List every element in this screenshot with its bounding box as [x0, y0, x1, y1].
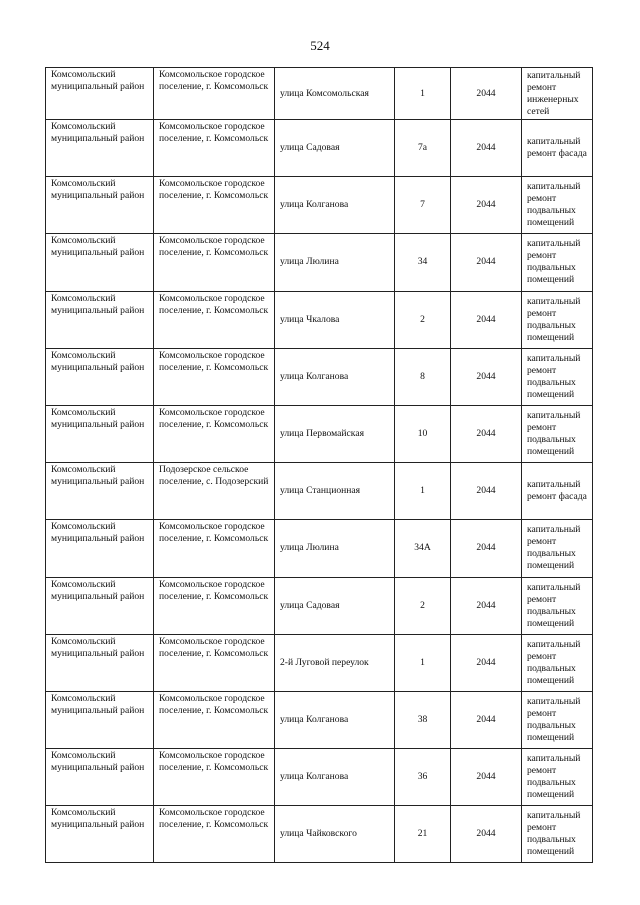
year-cell: 2044 — [451, 749, 522, 806]
street-cell: улица Садовая — [275, 577, 395, 634]
year-cell: 2044 — [451, 405, 522, 462]
house-number-cell: 2 — [395, 577, 451, 634]
year-cell: 2044 — [451, 520, 522, 577]
year-cell: 2044 — [451, 120, 522, 177]
settlement-cell: Комсомольское городское поселение, г. Комсомольск — [154, 68, 275, 120]
street-cell: улица Колганова — [275, 691, 395, 748]
year-cell: 2044 — [451, 806, 522, 863]
table-row — [46, 806, 593, 863]
year-cell: 2044 — [451, 577, 522, 634]
work-type-cell: капитальный ремонт инженерных сетей — [522, 68, 593, 120]
table-row — [46, 348, 593, 405]
year-cell: 2044 — [451, 348, 522, 405]
table-row — [46, 520, 593, 577]
house-number-cell: 2 — [395, 291, 451, 348]
table-row — [46, 405, 593, 462]
work-type-cell: капитальный ремонт подвальных помещений — [522, 291, 593, 348]
work-type-cell: капитальный ремонт подвальных помещений — [522, 634, 593, 691]
settlement-cell: Комсомольское городское поселение, г. Комсомольск — [154, 634, 275, 691]
district-cell: Комсомольский муниципальный район — [46, 234, 154, 291]
house-number-cell: 7 — [395, 177, 451, 234]
street-cell: улица Колганова — [275, 177, 395, 234]
table-row — [46, 291, 593, 348]
year-cell: 2044 — [451, 691, 522, 748]
table-row — [46, 749, 593, 806]
district-cell: Комсомольский муниципальный район — [46, 463, 154, 520]
work-type-cell: капитальный ремонт фасада — [522, 120, 593, 177]
street-cell: улица Первомайская — [275, 405, 395, 462]
street-cell: улица Комсомольская — [275, 68, 395, 120]
settlement-cell: Комсомольское городское поселение, г. Комсомольск — [154, 348, 275, 405]
work-type-cell: капитальный ремонт подвальных помещений — [522, 577, 593, 634]
table-row — [46, 177, 593, 234]
settlement-cell: Комсомольское городское поселение, г. Комсомольск — [154, 806, 275, 863]
house-number-cell: 34 — [395, 234, 451, 291]
work-type-cell: капитальный ремонт фасада — [522, 463, 593, 520]
district-cell: Комсомольский муниципальный район — [46, 806, 154, 863]
street-cell: 2-й Луговой переулок — [275, 634, 395, 691]
settlement-cell: Комсомольское городское поселение, г. Комсомольск — [154, 520, 275, 577]
street-cell: улица Чкалова — [275, 291, 395, 348]
settlement-cell: Комсомольское городское поселение, г. Комсомольск — [154, 291, 275, 348]
year-cell: 2044 — [451, 68, 522, 120]
street-cell: улица Станционная — [275, 463, 395, 520]
house-number-cell: 8 — [395, 348, 451, 405]
year-cell: 2044 — [451, 463, 522, 520]
district-cell: Комсомольский муниципальный район — [46, 68, 154, 120]
settlement-cell: Комсомольское городское поселение, г. Комсомольск — [154, 691, 275, 748]
work-type-cell: капитальный ремонт подвальных помещений — [522, 691, 593, 748]
table-row — [46, 691, 593, 748]
district-cell: Комсомольский муниципальный район — [46, 120, 154, 177]
work-type-cell: капитальный ремонт подвальных помещений — [522, 806, 593, 863]
house-number-cell: 10 — [395, 405, 451, 462]
district-cell: Комсомольский муниципальный район — [46, 405, 154, 462]
work-type-cell: капитальный ремонт подвальных помещений — [522, 234, 593, 291]
house-number-cell: 1 — [395, 463, 451, 520]
year-cell: 2044 — [451, 291, 522, 348]
house-number-cell: 7а — [395, 120, 451, 177]
district-cell: Комсомольский муниципальный район — [46, 348, 154, 405]
table-row — [46, 463, 593, 520]
house-number-cell: 36 — [395, 749, 451, 806]
settlement-cell: Комсомольское городское поселение, г. Комсомольск — [154, 577, 275, 634]
settlement-cell: Комсомольское городское поселение, г. Комсомольск — [154, 405, 275, 462]
year-cell: 2044 — [451, 634, 522, 691]
table-row — [46, 68, 593, 120]
district-cell: Комсомольский муниципальный район — [46, 691, 154, 748]
page-number: 524 — [310, 38, 330, 53]
house-number-cell: 38 — [395, 691, 451, 748]
work-type-cell: капитальный ремонт подвальных помещений — [522, 177, 593, 234]
street-cell: улица Люлина — [275, 234, 395, 291]
district-cell: Комсомольский муниципальный район — [46, 177, 154, 234]
table-row — [46, 577, 593, 634]
street-cell: улица Люлина — [275, 520, 395, 577]
settlement-cell: Подозерское сельское поселение, с. Подозерский — [154, 463, 275, 520]
district-cell: Комсомольский муниципальный район — [46, 520, 154, 577]
table-row — [46, 234, 593, 291]
district-cell: Комсомольский муниципальный район — [46, 634, 154, 691]
district-cell: Комсомольский муниципальный район — [46, 291, 154, 348]
street-cell: улица Колганова — [275, 749, 395, 806]
house-number-cell: 1 — [395, 68, 451, 120]
work-type-cell: капитальный ремонт подвальных помещений — [522, 520, 593, 577]
house-number-cell: 1 — [395, 634, 451, 691]
settlement-cell: Комсомольское городское поселение, г. Комсомольск — [154, 120, 275, 177]
street-cell: улица Колганова — [275, 348, 395, 405]
house-number-cell: 34А — [395, 520, 451, 577]
table-row — [46, 634, 593, 691]
settlement-cell: Комсомольское городское поселение, г. Комсомольск — [154, 749, 275, 806]
work-type-cell: капитальный ремонт подвальных помещений — [522, 405, 593, 462]
street-cell: улица Садовая — [275, 120, 395, 177]
district-cell: Комсомольский муниципальный район — [46, 577, 154, 634]
house-number-cell: 21 — [395, 806, 451, 863]
district-cell: Комсомольский муниципальный район — [46, 749, 154, 806]
year-cell: 2044 — [451, 177, 522, 234]
settlement-cell: Комсомольское городское поселение, г. Комсомольск — [154, 177, 275, 234]
settlement-cell: Комсомольское городское поселение, г. Комсомольск — [154, 234, 275, 291]
repair-schedule-table — [45, 67, 593, 863]
table-row — [46, 120, 593, 177]
year-cell: 2044 — [451, 234, 522, 291]
table-body — [46, 68, 593, 863]
work-type-cell: капитальный ремонт подвальных помещений — [522, 749, 593, 806]
street-cell: улица Чайковского — [275, 806, 395, 863]
work-type-cell: капитальный ремонт подвальных помещений — [522, 348, 593, 405]
